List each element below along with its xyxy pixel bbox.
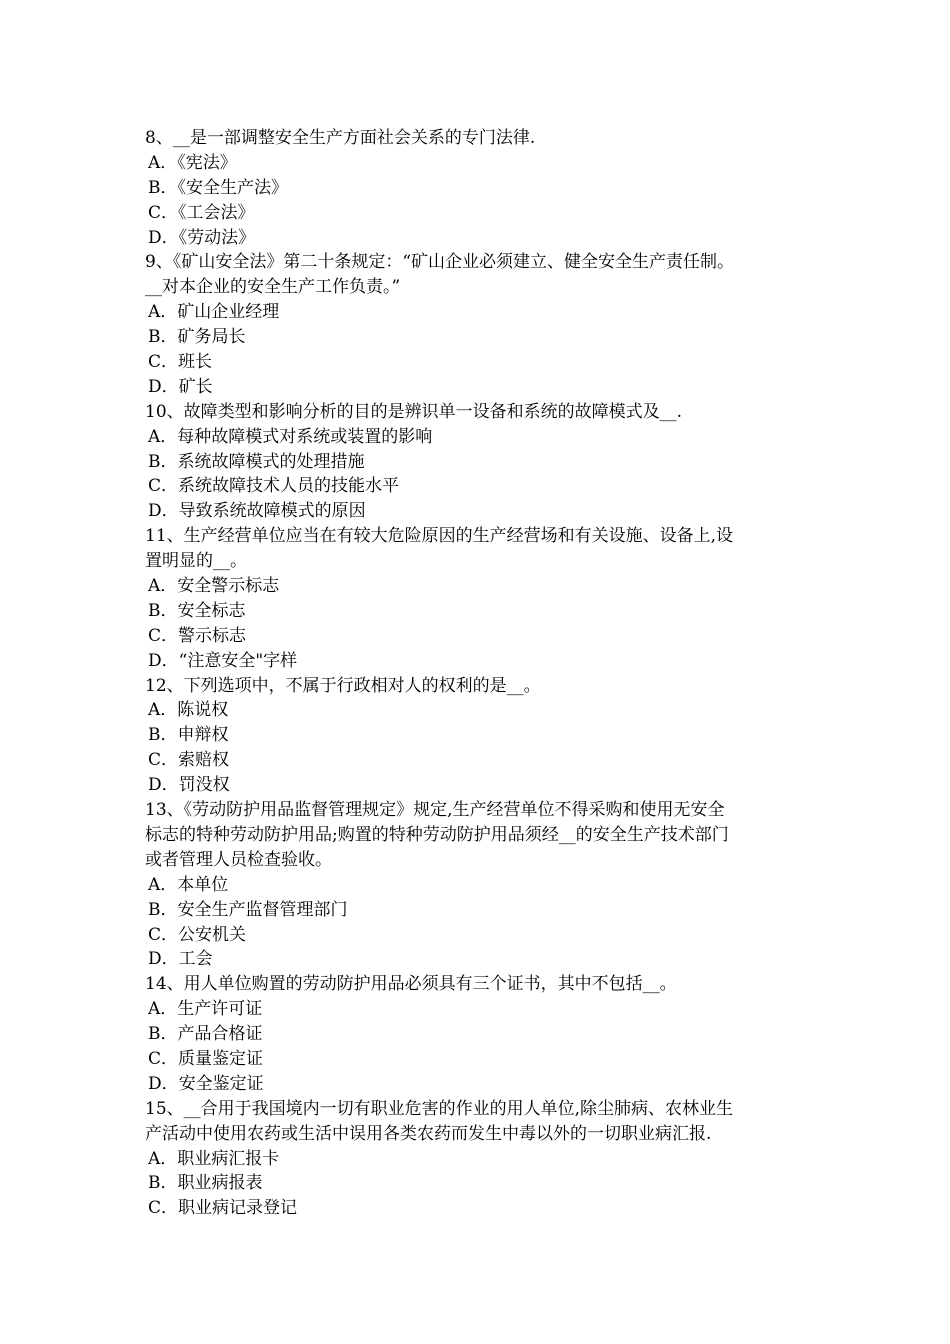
question-text: 14、用人单位购置的劳动防护用品必须具有三个证书，其中不包括__。 bbox=[145, 974, 677, 995]
question-10 bbox=[145, 400, 817, 524]
option-d: D．导致系统故障模式的原因 bbox=[148, 501, 366, 522]
question-text: 9、《矿山安全法》第二十条规定：“矿山企业必须建立、健全安全生产责任制。 bbox=[145, 252, 735, 273]
option-a: A．职业病汇报卡 bbox=[148, 1148, 280, 1169]
option-c: C．警示标志 bbox=[148, 625, 247, 646]
option-c: C．质量鉴定证 bbox=[148, 1048, 264, 1069]
option-d: D．“注意安全"字样 bbox=[148, 650, 298, 671]
question-text-continued: 标志的特种劳动防护用品;购置的特种劳动防护用品须经__的安全生产技术部门 bbox=[145, 824, 729, 845]
question-11 bbox=[145, 524, 817, 673]
question-text: 13、《劳动防护用品监督管理规定》规定,生产经营单位不得采购和使用无安全 bbox=[145, 800, 725, 821]
option-b: B．《安全生产法》 bbox=[148, 177, 288, 198]
question-text-continued: 置明显的__。 bbox=[145, 551, 247, 572]
option-b: B．产品合格证 bbox=[148, 1024, 263, 1045]
option-a: A．矿山企业经理 bbox=[148, 302, 280, 323]
question-text: 10、故障类型和影响分析的目的是辨识单一设备和系统的故障模式及__. bbox=[145, 401, 683, 422]
option-a: A．每种故障模式对系统或装置的影响 bbox=[148, 426, 433, 447]
option-a: A．生产许可证 bbox=[148, 999, 263, 1020]
question-text: 11、生产经营单位应当在有较大危险原因的生产经营场和有关设施、设备上,设 bbox=[145, 526, 734, 547]
option-c: C．索赔权 bbox=[148, 750, 230, 771]
question-text-continued: 或者管理人员检查验收。 bbox=[145, 849, 332, 870]
option-c: C．职业病记录登记 bbox=[148, 1198, 298, 1219]
option-a: A．陈说权 bbox=[148, 700, 229, 721]
question-15 bbox=[145, 1097, 817, 1221]
question-13 bbox=[145, 798, 817, 972]
option-c: C．系统故障技术人员的技能水平 bbox=[148, 476, 400, 497]
question-8 bbox=[145, 126, 817, 250]
option-d: D．罚没权 bbox=[148, 775, 230, 796]
option-b: B．安全生产监督管理部门 bbox=[148, 899, 348, 920]
option-b: B．安全标志 bbox=[148, 600, 246, 621]
option-b: B．系统故障模式的处理措施 bbox=[148, 451, 365, 472]
document-page bbox=[145, 126, 817, 1221]
option-d: D．矿长 bbox=[148, 376, 213, 397]
option-c: C．《工会法》 bbox=[148, 202, 255, 223]
question-text-continued: 产活动中使用农药或生活中误用各类农药而发生中毒以外的一切职业病汇报. bbox=[145, 1123, 712, 1144]
option-a: A．本单位 bbox=[148, 874, 229, 895]
option-b: B．申辩权 bbox=[148, 725, 229, 746]
question-text: 15、__合用于我国境内一切有职业危害的作业的用人单位,除尘肺病、农林业生 bbox=[145, 1098, 734, 1119]
option-b: B．矿务局长 bbox=[148, 327, 246, 348]
option-d: D．《劳动法》 bbox=[148, 227, 256, 248]
option-a: A．安全警示标志 bbox=[148, 576, 280, 597]
question-9 bbox=[145, 250, 817, 399]
question-text: 12、下列选项中，不属于行政相对人的权利的是__。 bbox=[145, 675, 541, 696]
question-14 bbox=[145, 972, 817, 1096]
question-12 bbox=[145, 674, 817, 798]
option-d: D．安全鉴定证 bbox=[148, 1073, 264, 1094]
option-b: B．职业病报表 bbox=[148, 1173, 263, 1194]
option-c: C．班长 bbox=[148, 352, 213, 373]
option-d: D．工会 bbox=[148, 949, 213, 970]
question-text: 8、__是一部调整安全生产方面社会关系的专门法律. bbox=[145, 128, 536, 148]
option-c: C．公安机关 bbox=[148, 924, 247, 945]
option-a: A．《宪法》 bbox=[148, 152, 237, 173]
question-text-continued: __对本企业的安全生产工作负责。” bbox=[145, 277, 401, 298]
